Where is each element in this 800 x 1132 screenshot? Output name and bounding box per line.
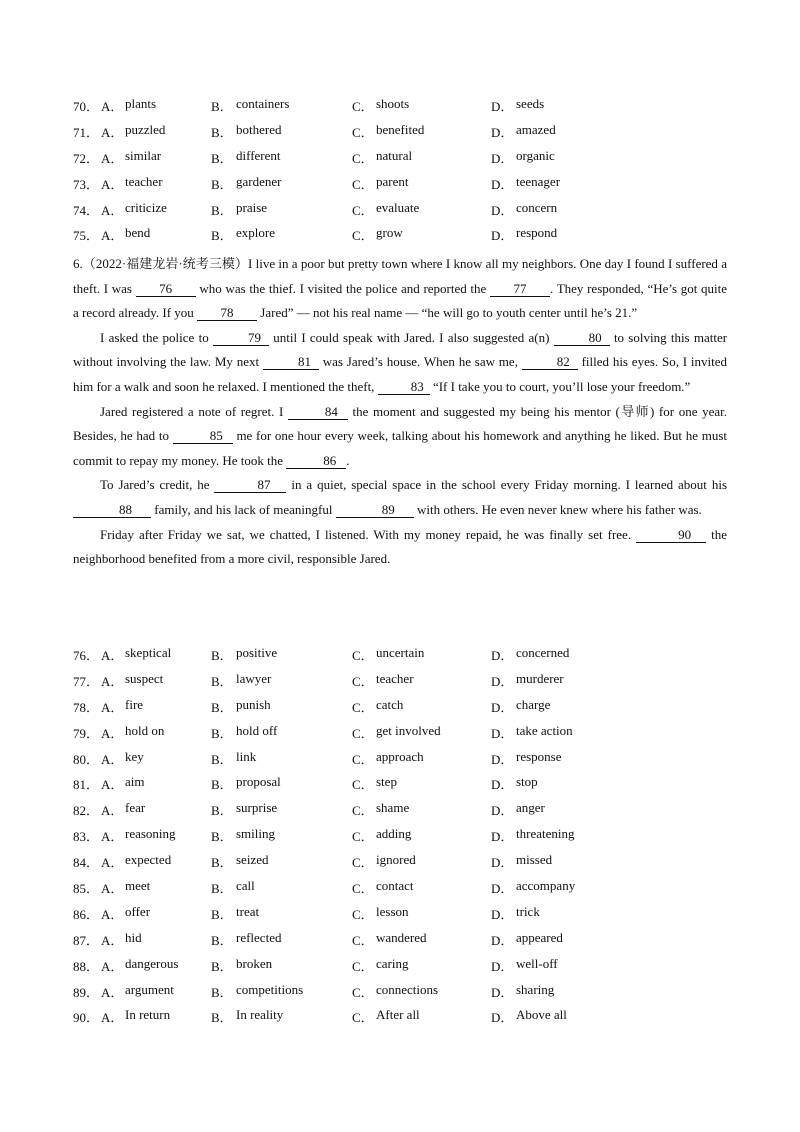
option-b[interactable]: containers — [236, 96, 290, 111]
blank-88[interactable]: 88 — [73, 503, 151, 518]
question-number: 78． — [73, 699, 100, 715]
option-d[interactable]: trick — [516, 903, 540, 919]
option-d[interactable]: murderer — [516, 670, 564, 686]
option-b[interactable]: competitions — [236, 981, 304, 997]
option-letter-a: A． — [101, 228, 124, 244]
option-c[interactable]: parent — [376, 173, 409, 189]
option-letter-d: D． — [491, 725, 514, 741]
option-letter-d: D． — [491, 648, 514, 663]
option-d[interactable]: teenager — [516, 173, 561, 189]
option-a[interactable]: expected — [125, 852, 172, 868]
question-number: 73． — [73, 176, 100, 192]
option-d[interactable]: response — [516, 748, 562, 764]
option-a[interactable]: plants — [125, 96, 157, 111]
option-a[interactable]: hid — [125, 929, 142, 945]
option-letter-c: C． — [352, 855, 374, 871]
question-row — [0, 668, 800, 694]
option-letter-c: C． — [352, 648, 374, 663]
option-letter-d: D． — [491, 829, 514, 845]
passage-paragraph-3: Jared registered a note of regret. I 84 the moment and suggested my being his mentor (导师) for one year. Besides, he had to 85 me for one hour every week, talking about his homework and anything he liked. But he must commit to repay my money. He took the 86 . — [73, 403, 727, 468]
option-d[interactable]: concerned — [516, 645, 570, 660]
option-c[interactable]: step — [376, 774, 397, 790]
option-b[interactable]: punish — [236, 696, 271, 712]
option-a[interactable]: dangerous — [125, 955, 179, 971]
option-letter-d: D． — [491, 699, 514, 715]
option-letter-d: D． — [491, 99, 514, 114]
option-letter-b: B． — [211, 803, 233, 819]
option-letter-a: A． — [101, 202, 124, 218]
option-d[interactable]: accompany — [516, 878, 576, 894]
option-d[interactable]: threatening — [516, 826, 575, 842]
option-d[interactable]: Above all — [516, 1007, 567, 1023]
option-c[interactable]: benefited — [376, 121, 425, 137]
option-letter-c: C． — [352, 228, 374, 244]
question-number: 75． — [73, 228, 100, 244]
question-number: 90． — [73, 1010, 100, 1026]
option-letter-a: A． — [101, 984, 124, 1000]
option-c[interactable]: teacher — [376, 670, 414, 686]
question-number: 80． — [73, 751, 100, 767]
option-a[interactable]: hold on — [125, 722, 165, 738]
option-d[interactable]: take action — [516, 722, 573, 738]
option-b[interactable]: gardener — [236, 173, 282, 189]
option-letter-b: B． — [211, 829, 233, 845]
blank-89[interactable]: 89 — [336, 503, 414, 518]
option-a[interactable]: argument — [125, 981, 174, 997]
options-list-70-75 — [0, 93, 800, 248]
option-d[interactable]: well-off — [516, 955, 558, 971]
option-letter-c: C． — [352, 829, 374, 845]
passage-paragraph-1: 6.（2022·福建龙岩·统考三模）I live in a poor but pretty town where I know all my neighbors. One day I found I suffered a theft. I was 76 who was the thief. I visited the police and reported the 77 . They responded, “He’s got quite a record already. If you 78 Jared” — not his real name — “he will go to youth center until he’s 21.” — [73, 256, 728, 321]
option-c[interactable]: shame — [376, 800, 410, 816]
option-c[interactable]: lesson — [376, 903, 409, 919]
blank-85[interactable]: 85 — [173, 429, 233, 444]
option-b[interactable]: positive — [236, 645, 278, 660]
question-row — [0, 927, 800, 953]
option-letter-b: B． — [211, 855, 233, 871]
option-letter-d: D． — [491, 855, 514, 871]
option-letter-b: B． — [211, 124, 233, 140]
option-letter-c: C． — [352, 932, 374, 948]
option-a[interactable]: suspect — [125, 670, 164, 686]
option-d[interactable]: respond — [516, 225, 558, 241]
option-a[interactable]: In return — [125, 1007, 171, 1023]
option-c[interactable]: grow — [376, 225, 403, 241]
option-letter-c: C． — [352, 124, 374, 140]
option-letter-c: C． — [352, 725, 374, 741]
option-letter-c: C． — [352, 777, 374, 793]
option-letter-b: B． — [211, 751, 233, 767]
option-c[interactable]: connections — [376, 981, 439, 997]
option-letter-a: A． — [101, 906, 124, 922]
option-letter-a: A． — [101, 855, 124, 871]
question-row — [0, 823, 800, 849]
option-a[interactable]: offer — [125, 903, 151, 919]
option-letter-c: C． — [352, 984, 374, 1000]
blank-78[interactable]: 78 — [197, 306, 257, 321]
option-letter-a: A． — [101, 699, 124, 715]
option-b[interactable]: explore — [236, 225, 275, 241]
question-number: 74． — [73, 202, 100, 218]
option-b[interactable]: reflected — [236, 929, 282, 945]
option-letter-a: A． — [101, 150, 124, 166]
option-b[interactable]: smiling — [236, 826, 276, 842]
question-row — [0, 849, 800, 875]
question-row — [0, 119, 800, 145]
option-d[interactable]: anger — [516, 800, 545, 816]
question-number: 82． — [73, 803, 100, 819]
option-c[interactable]: evaluate — [376, 199, 420, 215]
option-letter-b: B． — [211, 958, 233, 974]
question-number: 84． — [73, 855, 100, 871]
option-letter-c: C． — [352, 176, 374, 192]
option-letter-c: C． — [352, 881, 374, 897]
option-letter-c: C． — [352, 202, 374, 218]
option-letter-a: A． — [101, 829, 124, 845]
option-letter-b: B． — [211, 984, 233, 1000]
passage-paragraph-4: To Jared’s credit, he 87 in a quiet, special space in the school every Friday morning. I learned about his 88 family, and his lack of meaningful 89 with others. He even never knew where his father was. — [73, 473, 727, 522]
option-letter-d: D． — [491, 803, 514, 819]
option-b[interactable]: hold off — [236, 722, 278, 738]
option-letter-a: A． — [101, 725, 124, 741]
option-c[interactable]: approach — [376, 748, 424, 764]
question-number: 89． — [73, 984, 100, 1000]
question-row — [0, 720, 800, 746]
question-number: 88． — [73, 958, 100, 974]
blank-86[interactable]: 86 — [286, 454, 346, 469]
option-b[interactable]: praise — [236, 199, 268, 215]
option-c[interactable]: shoots — [376, 96, 410, 111]
option-letter-b: B． — [211, 932, 233, 948]
option-b[interactable]: treat — [236, 903, 260, 919]
question-row — [0, 979, 800, 1005]
option-c[interactable]: contact — [376, 878, 414, 894]
question-row — [0, 145, 800, 171]
option-letter-a: A． — [101, 777, 124, 793]
option-letter-c: C． — [352, 1010, 374, 1026]
blank-83[interactable]: 83 — [378, 380, 430, 395]
option-c[interactable]: ignored — [376, 852, 416, 868]
question-row — [0, 1004, 800, 1030]
option-c[interactable]: adding — [376, 826, 412, 842]
blank-81[interactable]: 81 — [263, 355, 319, 370]
option-d[interactable]: seeds — [516, 96, 545, 111]
question-row — [0, 694, 800, 720]
question-row — [0, 93, 800, 119]
option-letter-b: B． — [211, 228, 233, 244]
option-a[interactable]: meet — [125, 878, 151, 894]
option-letter-b: B． — [211, 1010, 233, 1026]
question-row — [0, 197, 800, 223]
option-a[interactable]: skeptical — [125, 645, 172, 660]
option-d[interactable]: concern — [516, 199, 558, 215]
option-letter-c: C． — [352, 751, 374, 767]
option-c[interactable]: get involved — [376, 722, 441, 738]
option-letter-b: B． — [211, 202, 233, 218]
option-letter-d: D． — [491, 984, 514, 1000]
option-letter-c: C． — [352, 906, 374, 922]
option-a[interactable]: criticize — [125, 199, 167, 215]
question-row — [0, 875, 800, 901]
option-letter-a: A． — [101, 1010, 124, 1026]
blank-84[interactable]: 84 — [288, 405, 348, 420]
option-letter-c: C． — [352, 99, 374, 114]
option-b[interactable]: broken — [236, 955, 273, 971]
blank-77[interactable]: 77 — [490, 282, 550, 297]
option-letter-d: D． — [491, 150, 514, 166]
option-letter-d: D． — [491, 124, 514, 140]
question-number: 76． — [73, 648, 100, 663]
option-d[interactable]: stop — [516, 774, 538, 790]
option-letter-d: D． — [491, 176, 514, 192]
option-letter-b: B． — [211, 881, 233, 897]
option-b[interactable]: proposal — [236, 774, 281, 790]
question-number: 70． — [73, 99, 100, 114]
question-row — [0, 797, 800, 823]
passage-paragraph-2: I asked the police to 79 until I could speak with Jared. I also suggested a(n) 80 to solving this matter without involving the law. My next 81 was Jared’s house. When he saw me, 82 filled his eyes. So, I invited him for a walk and soon he relaxed. I mentioned the theft, 83 “If I take you to court, you’ll lose your freedom.” — [73, 329, 728, 394]
option-d[interactable]: organic — [516, 147, 555, 163]
blank-82[interactable]: 82 — [522, 355, 578, 370]
blank-90[interactable]: 90 — [636, 528, 706, 543]
option-d[interactable]: amazed — [516, 121, 556, 137]
question-number: 85． — [73, 881, 100, 897]
option-letter-b: B． — [211, 906, 233, 922]
option-b[interactable]: In reality — [236, 1007, 284, 1023]
question-number: 86． — [73, 906, 100, 922]
option-letter-c: C． — [352, 803, 374, 819]
option-a[interactable]: key — [125, 748, 144, 764]
option-letter-a: A． — [101, 803, 124, 819]
option-c[interactable]: catch — [376, 696, 404, 712]
question-row — [0, 171, 800, 197]
question-row — [0, 901, 800, 927]
option-c[interactable]: After all — [376, 1007, 420, 1023]
option-d[interactable]: charge — [516, 696, 551, 712]
option-letter-b: B． — [211, 725, 233, 741]
option-a[interactable]: similar — [125, 147, 162, 163]
option-letter-a: A． — [101, 958, 124, 974]
option-letter-a: A． — [101, 648, 124, 663]
question-number: 79． — [73, 725, 100, 741]
option-letter-b: B． — [211, 648, 233, 663]
blank-76[interactable]: 76 — [136, 282, 196, 297]
option-letter-b: B． — [211, 150, 233, 166]
option-letter-d: D． — [491, 881, 514, 897]
option-letter-a: A． — [101, 176, 124, 192]
option-letter-d: D． — [491, 228, 514, 244]
option-a[interactable]: aim — [125, 774, 145, 790]
option-letter-d: D． — [491, 751, 514, 767]
option-letter-c: C． — [352, 150, 374, 166]
option-a[interactable]: fear — [125, 800, 146, 816]
option-b[interactable]: different — [236, 147, 281, 163]
question-number: 77． — [73, 673, 100, 689]
option-d[interactable]: appeared — [516, 929, 563, 945]
option-d[interactable]: missed — [516, 852, 553, 868]
option-letter-d: D． — [491, 906, 514, 922]
option-letter-d: D． — [491, 673, 514, 689]
blank-87[interactable]: 87 — [214, 478, 286, 493]
option-letter-b: B． — [211, 99, 233, 114]
passage-paragraph-5: Friday after Friday we sat, we chatted, I listened. With my money repaid, he was finally set free. 90 the neighborhood benefited from a more civil, responsible Jared. — [73, 526, 728, 567]
option-letter-b: B． — [211, 673, 233, 689]
question-number: 81． — [73, 777, 100, 793]
option-letter-d: D． — [491, 958, 514, 974]
option-b[interactable]: seized — [236, 852, 269, 868]
question-number: 87． — [73, 932, 100, 948]
question-row — [0, 953, 800, 979]
question-number: 83． — [73, 829, 100, 845]
option-letter-a: A． — [101, 751, 124, 767]
option-a[interactable]: fire — [125, 696, 144, 712]
option-c[interactable]: uncertain — [376, 645, 425, 660]
question-row — [0, 222, 800, 248]
option-b[interactable]: surprise — [236, 800, 278, 816]
question-number: 72． — [73, 150, 100, 166]
option-letter-d: D． — [491, 202, 514, 218]
question-row — [0, 746, 800, 772]
blank-79[interactable]: 79 — [213, 331, 269, 346]
option-b[interactable]: lawyer — [236, 670, 272, 686]
question-number: 71． — [73, 124, 100, 140]
option-letter-d: D． — [491, 932, 514, 948]
blank-80[interactable]: 80 — [554, 331, 610, 346]
option-b[interactable]: link — [236, 748, 257, 764]
question-row — [0, 642, 800, 668]
option-c[interactable]: caring — [376, 955, 409, 971]
option-letter-a: A． — [101, 673, 124, 689]
option-c[interactable]: natural — [376, 147, 413, 163]
options-list-76-90 — [0, 642, 800, 1030]
option-a[interactable]: bend — [125, 225, 151, 241]
option-a[interactable]: reasoning — [125, 826, 176, 842]
option-letter-a: A． — [101, 881, 124, 897]
option-a[interactable]: puzzled — [125, 121, 166, 137]
option-letter-b: B． — [211, 176, 233, 192]
option-a[interactable]: teacher — [125, 173, 163, 189]
option-b[interactable]: bothered — [236, 121, 282, 137]
question-row — [0, 771, 800, 797]
option-letter-d: D． — [491, 1010, 514, 1026]
option-letter-a: A． — [101, 932, 124, 948]
option-c[interactable]: wandered — [376, 929, 427, 945]
option-letter-a: A． — [101, 124, 124, 140]
option-d[interactable]: sharing — [516, 981, 555, 997]
cloze-passage — [73, 252, 727, 572]
option-letter-c: C． — [352, 958, 374, 974]
option-letter-b: B． — [211, 699, 233, 715]
option-letter-a: A． — [101, 99, 124, 114]
option-b[interactable]: call — [236, 878, 255, 894]
option-letter-c: C． — [352, 699, 374, 715]
option-letter-b: B． — [211, 777, 233, 793]
option-letter-d: D． — [491, 777, 514, 793]
option-letter-c: C． — [352, 673, 374, 689]
